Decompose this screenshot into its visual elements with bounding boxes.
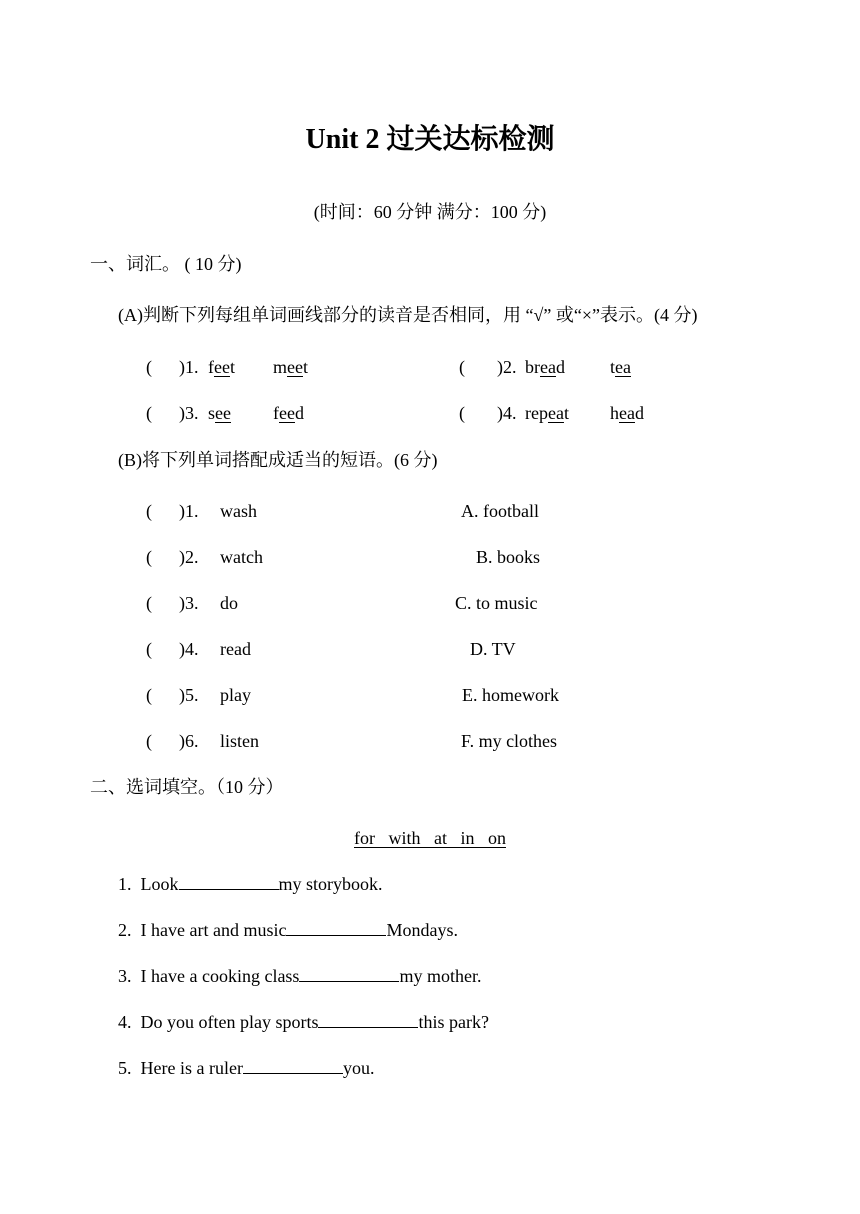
item-number: )4. [497, 403, 517, 423]
word-pair-first: repeat [525, 403, 569, 423]
item-number: )2. [497, 357, 517, 377]
answer-paren: ( [146, 403, 152, 423]
word-pair-first: feet [208, 357, 235, 377]
item-number: )1. [179, 357, 199, 377]
item-number: )4. [179, 639, 199, 659]
answer-blank[interactable] [299, 965, 399, 982]
word-pair-first: see [208, 403, 231, 423]
fill-sentence: 2. I have art and music Mondays. [118, 920, 458, 940]
match-word: read [220, 639, 251, 659]
fill-sentence: 4. Do you often play sports this park? [118, 1012, 489, 1032]
match-word: wash [220, 501, 257, 521]
fill-sentence: 3. I have a cooking class my mother. [118, 966, 482, 986]
match-word: listen [220, 731, 259, 751]
answer-paren: ( [459, 403, 465, 423]
item-number: )5. [179, 685, 199, 705]
answer-blank[interactable] [318, 1011, 418, 1028]
answer-paren: ( [146, 593, 152, 613]
word-bank: for with at in on [354, 828, 506, 848]
match-option: F. my clothes [461, 731, 558, 751]
section2-heading: 二、选词填空。（10 分） [90, 777, 284, 797]
item-number: )3. [179, 593, 199, 613]
answer-paren: ( [146, 501, 152, 521]
answer-paren: ( [146, 639, 152, 659]
page-subtitle: (时间：60 分钟 满分：100 分) [313, 202, 547, 222]
section1-heading: 一、词汇。 ( 10 分) [90, 254, 242, 274]
item-number: )1. [179, 501, 199, 521]
fill-sentence: 1. Look my storybook. [118, 874, 383, 894]
match-option: C. to music [455, 593, 538, 613]
answer-paren: ( [146, 357, 152, 377]
match-word: watch [220, 547, 263, 567]
partB-instruction: (B)将下列单词搭配成适当的短语。(6 分) [118, 450, 438, 470]
answer-paren: ( [146, 731, 152, 751]
word-pair-first: bread [525, 357, 565, 377]
answer-paren: ( [459, 357, 465, 377]
partA-instruction: (A)判断下列每组单词画线部分的读音是否相同，用 “√” 或“×”表示。(4 分) [118, 305, 698, 325]
match-option: D. TV [470, 639, 516, 659]
word-pair-second: tea [610, 357, 631, 377]
answer-paren: ( [146, 547, 152, 567]
answer-blank[interactable] [286, 919, 386, 936]
fill-sentence: 5. Here is a ruler you. [118, 1058, 375, 1078]
item-number: )2. [179, 547, 199, 567]
word-pair-second: head [610, 403, 644, 423]
answer-blank[interactable] [179, 873, 279, 890]
word-pair-second: feed [273, 403, 304, 423]
match-word: do [220, 593, 238, 613]
answer-blank[interactable] [243, 1057, 343, 1074]
match-word: play [220, 685, 251, 705]
page-title: Unit 2 过关达标检测 [305, 124, 555, 155]
answer-paren: ( [146, 685, 152, 705]
word-pair-second: meet [273, 357, 309, 377]
item-number: )3. [179, 403, 199, 423]
match-option: A. football [461, 501, 539, 521]
match-option: E. homework [462, 685, 559, 705]
item-number: )6. [179, 731, 199, 751]
match-option: B. books [476, 547, 541, 567]
